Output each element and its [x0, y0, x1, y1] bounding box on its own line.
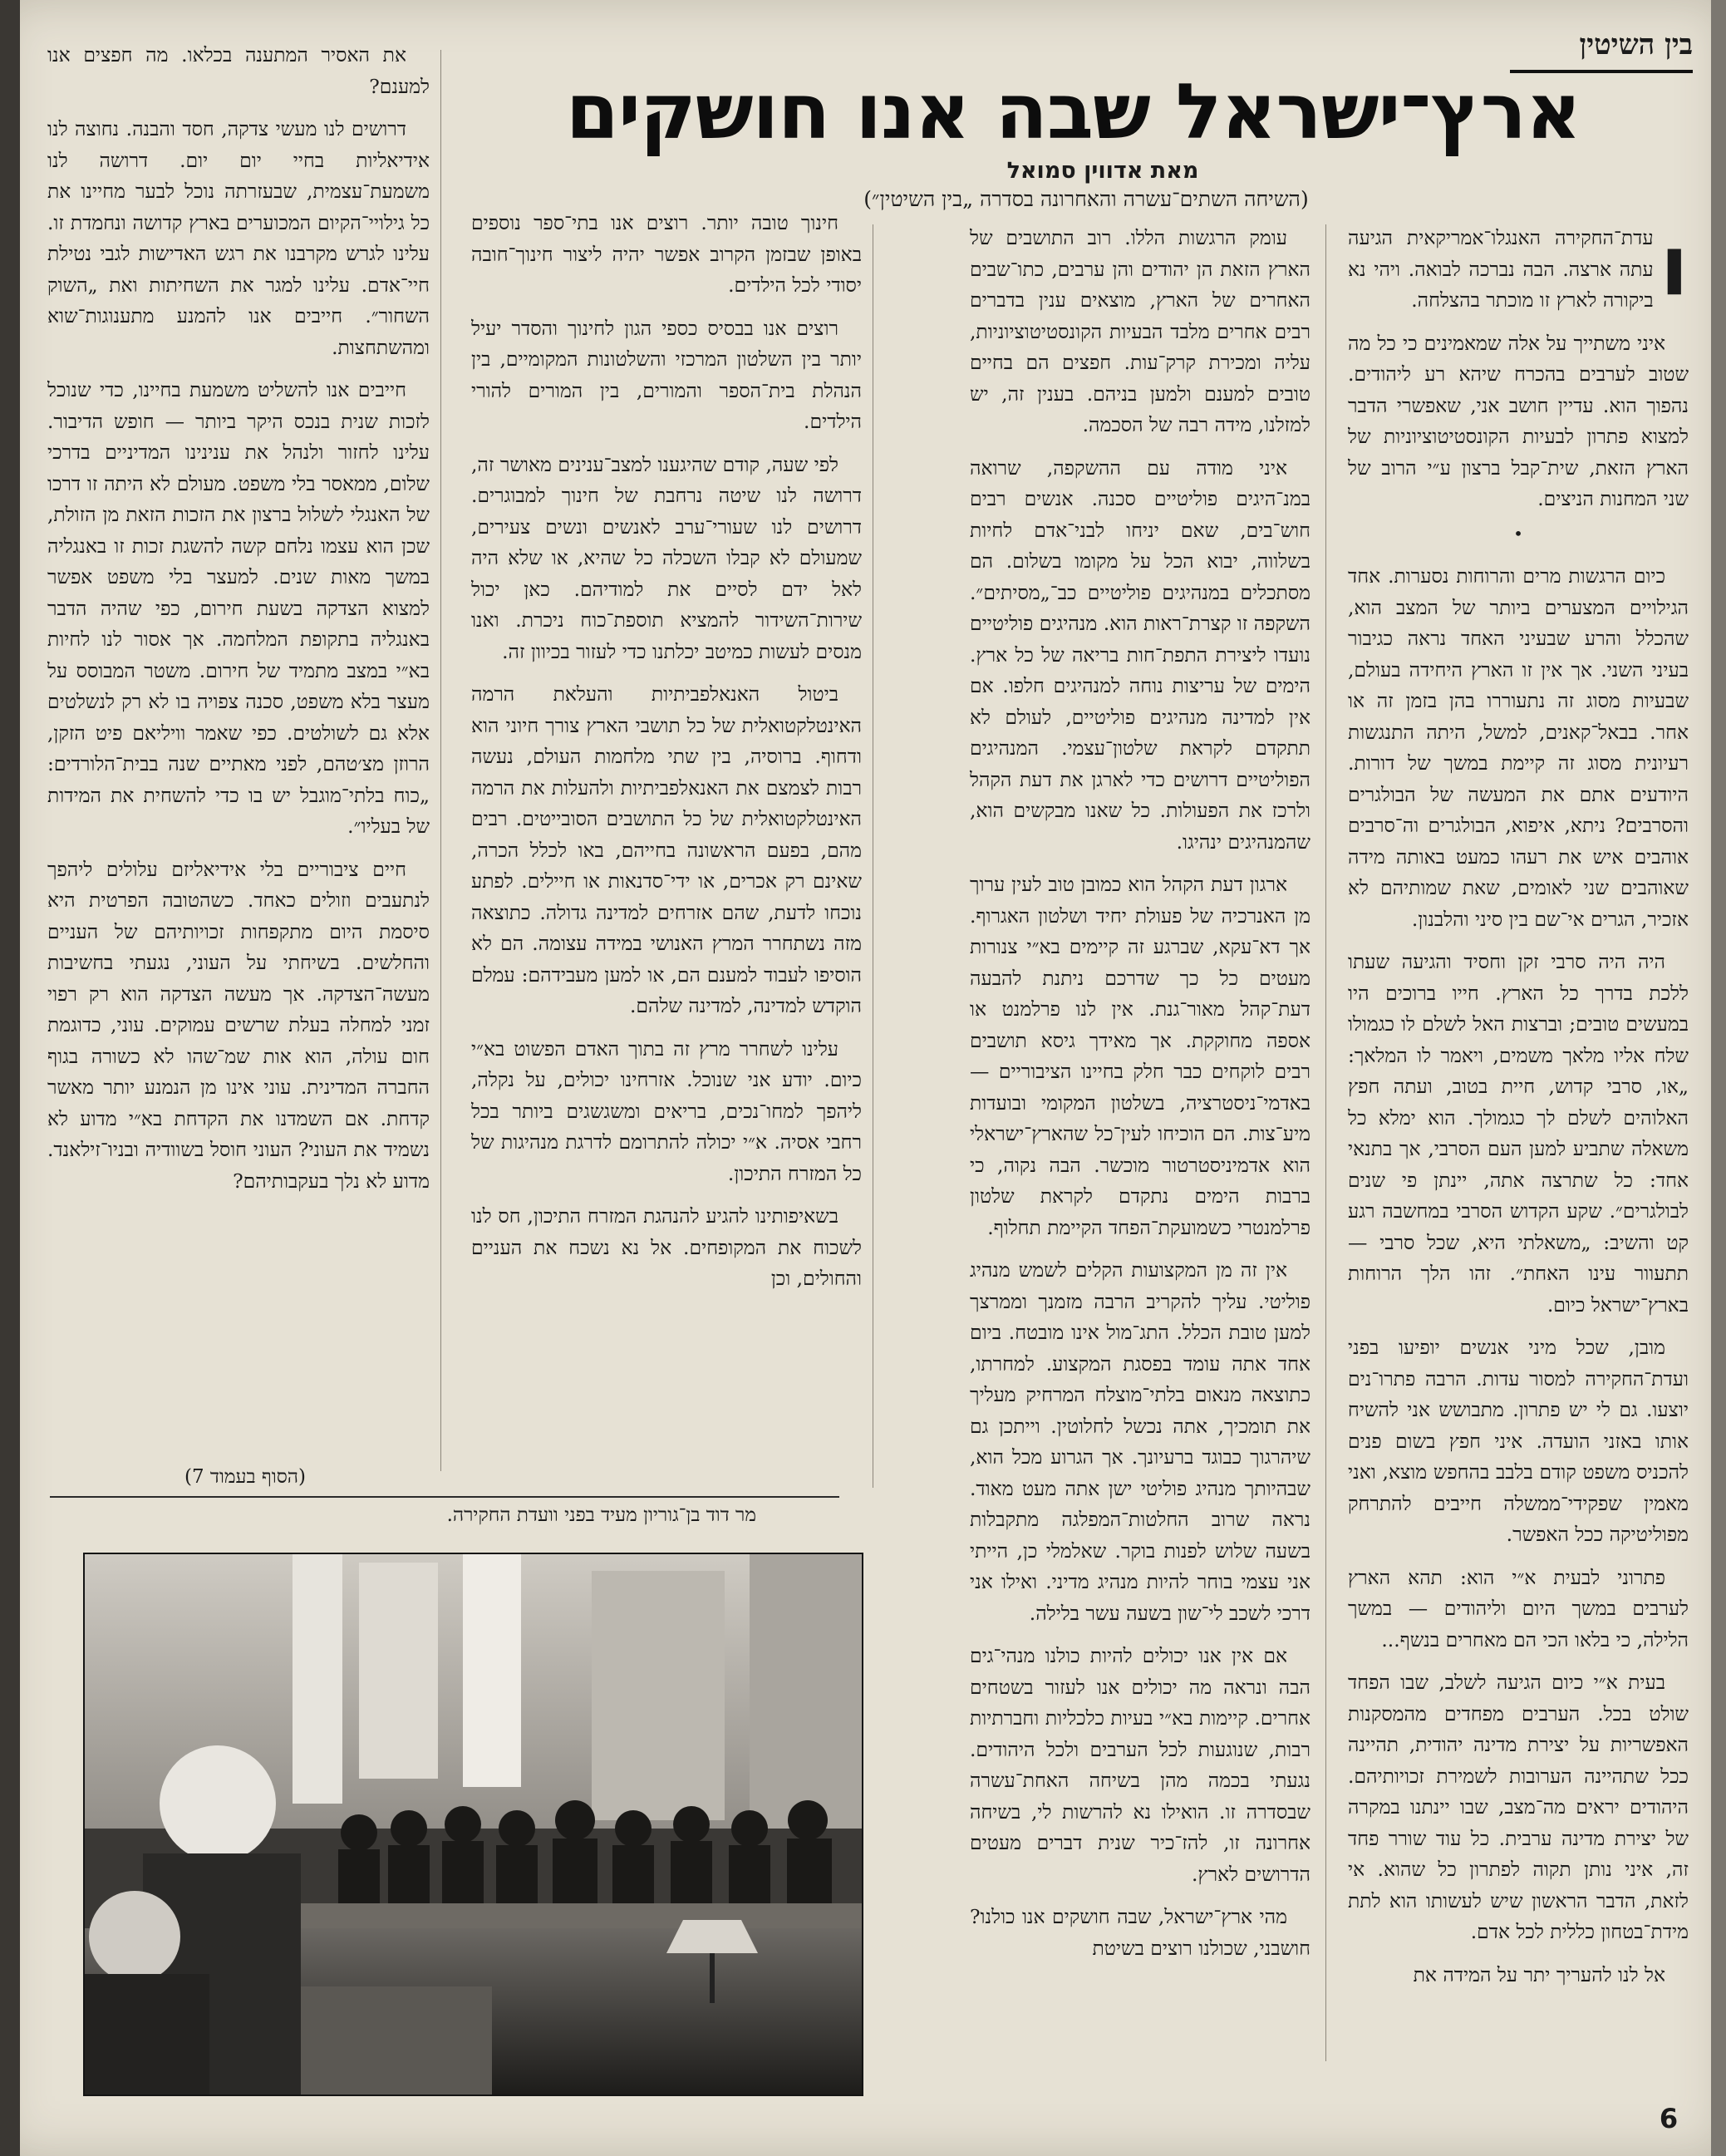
paragraph: רוצים אנו בבסיס כספי הגון לחינוך והסדר יעיל יותר בין השלטון המרכזי והשלטונות המקומיים, בין הנהלת בית־הספר והמורים, בין המורים להורי הילדים. [471, 316, 862, 433]
paragraph: עלינו לשחרר מרץ זה בתוך האדם הפשוט בא״י כיום. יודע אני שנוכל. אזרחינו יכולים, על נקלה, ליהפך למחו־נכים, בריאים ומשגשגים ביותר בכל רחבי אסיה. א״י יכולה להתרומם לדרגת מנהיגות של כל המזרח התיכון. [471, 1036, 862, 1185]
paragraph: אם אין אנו יכולים להיות כולנו מנהי־גים הבה ונראה מה יכולים אנו לעזור בשטחים אחרים. קיימות בא״י בעיות כלכליות וחברתיות רבות, שנוגעות לכל הערבים ולכל היהודים. נגעתי בכמה מהן בשיחה האחת־עשרה שבסדרה זו. הואילו נא להרשות לי, בשיחה אחרונה זו, להז־כיר שנית דברים מעטים הדרושים לארץ. [970, 1644, 1310, 1886]
paragraph: בעית א״י כיום הגיעה לשלב, שבו הפחד שולט בכל. הערבים מפחדים מהמסקנות האפשריות על יצירת מדינה יהודית, תהיינה ככל שתהיינה הערובות לשמירת זכויותיהם. היהודים יראים מה־מצב, שבו יינתנו במקרה של יצירת מדינה ערבית. כל עוד שורר פחד זה, איני נותן תקוה לפתרון כל שהוא. אי לזאת, הדבר הראשון שיש לעשותו הוא לתת מידת־בטחון כללית לכל אדם. [1348, 1671, 1689, 1943]
section-label: בין השיטין [1510, 28, 1693, 73]
paragraph: דרושים לנו מעשי צדקה, חסד והבנה. נחוצה לנו אידיאליות בחיי יום יום. דרושה לנו משמעת־עצמית, שבעזרתה נוכל לבער מחיינו את כל גילויי־הקיום המכוערים בארץ קדושה ונחמדת זו. עלינו לגרש מקרבנו את רגש האדישות לגבי נטילת חיי־אדם. עלינו למגר את השחיתות ואת „השוק השחור״. חייבים אנו להמנע מתענוגות־שוא ומהשתחצות. [47, 117, 430, 359]
article-column-4 [47, 40, 430, 1465]
article-byline: מאת אדווין סמואל [1006, 158, 1199, 184]
paragraph: עדת־החקירה האנגלו־אמריקאית הגיעה עתה ארצה. הבה נברכה לבואה. ויהי נא ביקורה לארץ זו מוכתר בהצלחה. [1348, 226, 1654, 312]
page-number: 6 [1659, 2103, 1679, 2134]
continued-note: (הסוף בעמוד 7) [184, 1466, 306, 1488]
column-divider [440, 50, 441, 1471]
paragraph: בשאיפותינו להגיע להנהגת המזרח התיכון, חס לנו לשכוח את המקופחים. אל נא נשכח את העניים והחולים, וכן [471, 1204, 862, 1290]
page-binding-edge [0, 0, 20, 2156]
paragraph: ארגון דעת הקהל הוא כמובן טוב לעין ערוך מן האנרכיה של פעולת יחיד ושלטון האגרוף. אך דא־עקא, שברגע זה קיימים בא״י צנורות מעטים כל כך שדרכם ניתנת להבעה דעת־קהל מאור־גנת. אין לנו פרלמנט או אספה מחוקקת. אך מאידך גיסא תושבים רבים לוקחים כבר חלק בחיינו הציבוריים — באדמי־ניסטרציה, בשלטון המקומי ובועדות מיע־צות. הם הוכיחו לעין־כל שהארץ־ישראלי הוא אדמיניסטרטור מוכשר. הבה נקוה, כי ברבות הימים נתקדם לקראת שלטון פרלמנטרי כשמועקת־הפחד הקיימת תחלוף. [970, 873, 1310, 1239]
paragraph: איני מודה עם ההשקפה, שרואה במנ־היגים פוליטיים סכנה. אנשים רבים חוש־בים, שאם יניחו לבני־אדם לחיות בשלווה, יבוא הכל על מקומו בשלום. הם מסתכלים במנהיגים פוליטיים כב־„מסיתים״. השקפה זו קצרת־ראות הוא. מנהיגים פוליטיים נועדו ליצירת התפת־חות בריאה של כל ארץ. הימים של עריצות נוחה למנהיגים חלפו. אם אין למדינה מנהיגים פוליטיים, לעולם לא תתקדם לקראת שלטון־עצמי. המנהיגים הפוליטיים דרושים כדי לארגן את דעת הקהל ולרכז את הפעולות. כל שאנו מבקשים הוא, שהמנהיגים ינהיגו. [970, 455, 1310, 854]
paragraph: חייבים אנו להשליט משמעת בחיינו, כדי שנוכל לזכות שנית בנכס היקר ביותר — חופש הדיבור. עלינו לחזור ולנהל את ענינינו המדיניים בדרכי שלום, ממאסר בלי משפט. מעולם לא היתה זו דרכו של האנגלי לשלול ברצון את הזכות הזאת מן הזולת, שכן הוא עצמו נלחם קשה להשגת זכות זו באנגליה במשך מאות שנים. למעצר בלי משפט אפשר למצוא הצדקה בשעת חירום, כפי שהיה הדבר באנגליה בתקופת המלחמה. אך אסור לנו לחיות בא״י במצב מתמיד של חירום. משטר המבוסס על מעצר בלא משפט, סכנה צפויה בו לא רק לנשלטים אלא גם לשולטים. כפי שאמר וויליאם פיט הזקן, הרוזן מצ׳טהם, לפני מאתיים שנה בבית־הלורדים: „כוח בלתי־מוגבל יש בו כדי להשחית את המידות של בעליו״. [47, 378, 430, 838]
column-divider [1325, 224, 1326, 2061]
article-column-3 [471, 208, 862, 1479]
paragraph: חיים ציבוריים בלי אידיאליזם עלולים ליהפך לנתעבים וזולים כאחד. כשהטובה הפרטית היא סיסמת היום מתקפחות זכויותיהם של העניים והחלשים. בשיחתי על העוני, נגעתי בחשיבות מעשה־הצדקה. אך מעשה הצדקה הוא רק רפוי זמני למחלה בעלת שרשים עמוקים. עוני, כדוגמת חום עולה, הוא אות שמ־שהו לא כשורה בגוף החברה המדינית. עוני אינו מן הנמנע יותר מאשר קדחת. אם השמדנו את הקדחת בא״י מדוע לא נשמיד את העוני? העוני חוסל בשוודיה ובניו־זילאנד. מדוע לא נלך בעקבותיהם? [47, 857, 430, 1193]
series-note: (השיחה השתים־עשרה והאחרונה בסדרה „בין השיטין״) [863, 187, 1309, 211]
paragraph: לפי שעה, קודם שהיגענו למצב־ענינים מאושר זה, דרושה לנו שיטה נרחבת של חינוך למבוגרים. דרושים לנו שעורי־ערב לאנשים ונשים צעירים, שמעולם לא קבלו השכלה כל שהיא, או שלא היה לאל ידם לסיים את למודיהם. כאן יכול שירות־השידור להמציא תוספת־כוח ניכרת. ואנו מנסים לעשות כמיטב יכלתנו כדי לעזור בכיוון זה. [471, 452, 862, 663]
hearing-photo [83, 1553, 863, 2096]
paragraph: עומק הרגשות הללו. רוב התושבים של הארץ הזאת הן יהודים והן ערבים, כתו־שבים האחרים של הארץ, מוצאים ענין בדברים רבים אחרים מלבד הבעיות הקונסטיטוציוניות, עליה ומכירת קרק־עות. חפצים הם בחיים טובים למענם ולמען בניהם. בענין זה, יש למזלנו, מידה רבה של הסכמה. [970, 226, 1310, 436]
horizontal-rule [50, 1496, 839, 1498]
paragraph: • [1513, 523, 1523, 544]
paragraph: אין זה מן המקצועות הקלים לשמש מנהיג פוליטי. עליך להקריב הרבה מזמנך וממרצך למען טובת הכלל. התג־מול אינו מובטח. ביום אחד אתה עומד בפסגת המקצוע. למחרתו, כתוצאה מנאום בלתי־מוצלח המרחיק מעליך את תומכיך, אתה נכשל לחלוטין. וייתכן גם שיהרגוך כבוגד ברעיונך. אך הגרוע מכל הוא, שבהיותך מנהיג פוליטי ישן אתה מעט מאוד. נראה שרוב החלטות־המפלגה מתקבלות בשעה שלוש לפנות בוקר. שאלמלי כן, הייתי אני עצמי בוחר להיות מנהיג מדיני. ואילו אני דרכי לשכב לי־שון בשעה עשר בלילה. [970, 1258, 1310, 1625]
paragraph: חינוך טובה יותר. רוצים אנו בתי־ספר נוספים באופן שבזמן הקרוב אפשר יהיה ליצור חינוך־חובה יסודי לכל הילדים. [471, 211, 862, 297]
paragraph: את האסיר המתענה בכלאו. מה חפצים אנו למענם? [47, 43, 430, 98]
hearing-photo-image [85, 1554, 862, 2094]
article-column-2 [970, 223, 1310, 2114]
paragraph: מהי ארץ־ישראל, שבה חושקים אנו כולנו? חושבני, שכולנו רוצים בשיטת [970, 1905, 1310, 1960]
paragraph: מובן, שכל מיני אנשים יופיעו בפני ועדת־החקירה למסור עדות. הרבה פתרו־נים יוצעו. גם לי יש פתרון. מתבושש אני להשיח אותו באזני הועדה. איני חפץ בשום פנים להכניס משפט קודם בלבב בהחפש מוצא, ואני מאמין שפקידי־ממשלה חייבים להתרחק מפוליטיקה ככל האפשר. [1348, 1336, 1689, 1546]
page-right-edge [1711, 0, 1726, 2156]
paragraph: אל לנו להעריך יתר על המידה את [1413, 1962, 1665, 1986]
photo-caption: מר דוד בן־גוריון מעיד בפני וועדת החקירה. [446, 1504, 756, 1526]
drop-cap: ו [1660, 223, 1689, 314]
paragraph: פתרוני לבעית א״י הוא: תהא הארץ לערבים במשך היום וליהודים — במשך הלילה, כי בלאו הכי הם מאחרים בנשף... [1348, 1565, 1689, 1651]
paragraph: היה היה סרבי זקן וחסיד והגיעה שעתו ללכת בדרך כל הארץ. חייו ברוכים היו במעשים טובים; וברצות האל לשלם לו כגמולו שלח אליו מלאך משמים, ויאמר לו המלאך: „או, סרבי קדוש, חיית בטוב, ועתה חפץ האלוהים לשלם לך כגמולך. הוא ימלא כל משאלה שתביע למען העם הסרבי, אך בתנאי אחד: כל שתרצה אתה, יינתן פי שנים לבולגרים״. שקע הקדוש הסרבי במחשבה רגע קט והשיב: „משאלתי היא, שכל סרבי — תתעוור עינו האחת״. זהו הלך הרוחות בארץ־ישראל כיום. [1348, 950, 1689, 1317]
paragraph: ביטול האנאלפביתיות והעלאת הרמה האינטלקטואלית של כל תושבי הארץ צורך חיוני הוא ודחוף. ברוסיה, בין שתי מלחמות העולם, נעשה רבות לצמצם את האנאלפביתיות ולהעלות את הרמה האינטלקטואלית של כל התושבים הסובייטים. רבים מהם, בפעם הראשונה בחייהם, באו לכלל הכרה, שאינם רק אכרים, או ידי־סדנאות או חיילים. לפתע נוכחו לדעת, שהם אזרחים למדינה גדולה. כתוצאה מזה נשתחרר המרץ האנושי במידה עצומה. הם לא הוסיפו לעבוד למענם הם, או למען מעבידהם: עמלם הוקדש למדינה, למדינה שלהם. [471, 682, 862, 1017]
paragraph: כיום הרגשות מרים והרוחות נסערות. אחד הגילויים המצערים ביותר של המצב הוא, שהכלל והרע שבעיני האחד נראה כגיבור בעיני השני. אך אין זו הארץ היחידה בעולם, שבעיות מסוג זה נתעוררו בהן בזמן זה או אחר. בבאל־קאנים, למשל, היתה התנגשות רעיונית מסוג זה קיימת במשך של דורות. היודעים אתם את המעשה של הבולגרים והסרבים? ניתא, איפוא, הבולגרים וה־סרבים אוהבים איש את רעהו כמעט באותה מידה שאוהבים שני לאומים, שאת שמותיהם לא אזכיר, הגרים אי־שם בין סיני והלבנון. [1348, 564, 1689, 931]
paragraph: איני משתייך על אלה שמאמינים כי כל מה שטוב לערבים בהכרח שיהא רע ליהודים. נהפוך הוא. עדיין חושב אני, שאפשרי הדבר למצוא פתרון לבעיות הקונסטיטוציוניות של הארץ הזאת, שית־קבל ברצון ע״י הרוב של שני המחנות הניצים. [1348, 331, 1689, 510]
article-column-1 [1348, 223, 1689, 2064]
article-headline: ארץ־ישראל שבה אנו חושקים [565, 67, 1581, 156]
